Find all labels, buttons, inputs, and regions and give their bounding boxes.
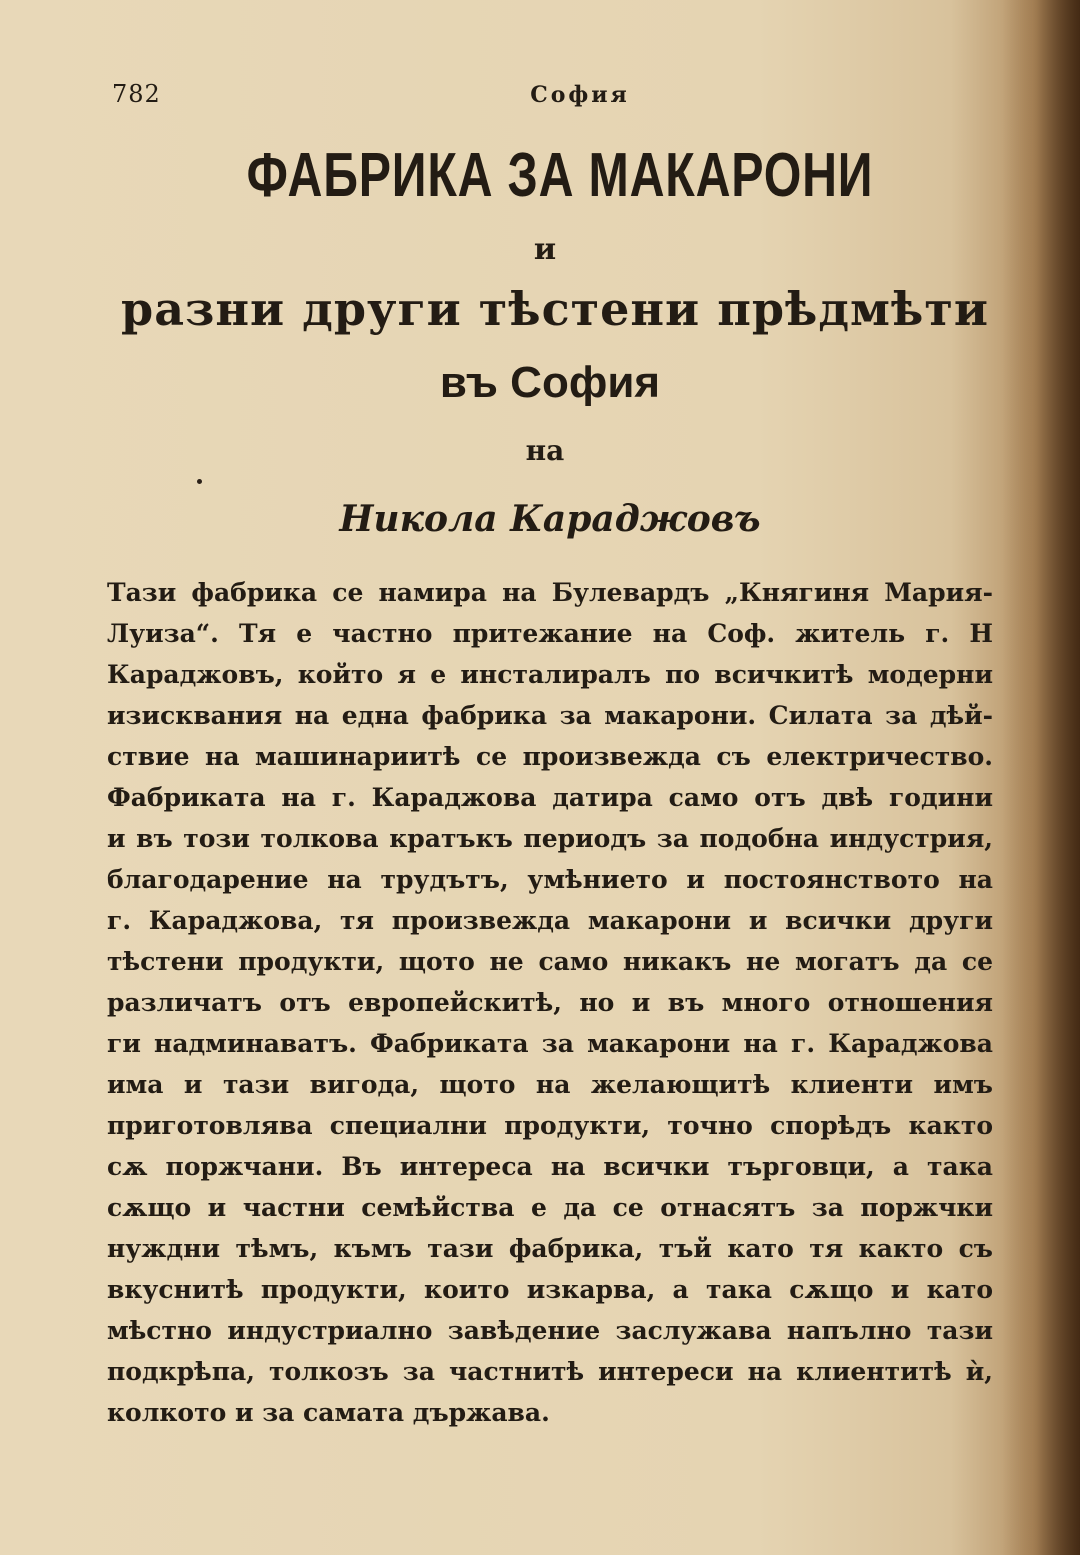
text-line: Караджовъ, който я е инсталиралъ по всичкитѣ модерни	[107, 660, 993, 689]
text-line: различатъ отъ европейскитѣ, но и въ много отношения	[107, 988, 993, 1017]
text-line: Тази фабрика се намира на Булевардъ „Княгиня Мария-	[107, 578, 993, 607]
text-line: вкуснитѣ продукти, които изкарва, а така сѫщо и като	[107, 1275, 993, 1304]
article-subtitle: разни други тѣстени прѣдмѣти	[121, 282, 989, 336]
text-line: подкрѣпа, толкозъ за частнитѣ интереси на клиентитѣ ѝ,	[107, 1357, 993, 1386]
ink-speck	[197, 479, 202, 484]
title-by: на	[525, 434, 565, 467]
text-line: благодарение на трудътъ, умѣнието и постоянството на	[107, 865, 993, 894]
text-line: колкото и за самата държава.	[107, 1398, 550, 1427]
text-line: приготовлява специални продукти, точно спорѣдъ както	[107, 1111, 993, 1140]
author-name: Никола Караджовъ	[339, 498, 761, 540]
body-paragraph	[107, 572, 993, 1433]
text-line: нуждни тѣмъ, къмъ тази фабрика, тъй като тя както съ	[107, 1234, 993, 1263]
text-line: Фабриката на г. Караджова датира само отъ двѣ години	[107, 783, 993, 812]
text-line: Луиза“. Тя е частно притежание на Соф. житель г. Н	[107, 619, 993, 648]
text-line: изисквания на една фабрика за макарони. Силата за дѣй-	[107, 701, 993, 730]
text-line: г. Караджова, тя произвежда макарони и всички други	[107, 906, 993, 935]
text-line: мѣстно индустриално завѣдение заслужава напълно тази	[107, 1316, 993, 1345]
running-head: София	[530, 82, 630, 108]
text-line: ствие на машинариитѣ се произвежда съ електричество.	[107, 742, 993, 771]
text-line: и въ този толкова кратъкъ периодъ за подобна индустрия,	[107, 824, 993, 853]
text-line: сѫ поржчани. Въ интереса на всички търговци, а така	[107, 1152, 993, 1181]
text-line: ги надминаватъ. Фабриката за макарони на г. Караджова	[107, 1029, 993, 1058]
page-number: 782	[112, 80, 161, 108]
title-place: въ София	[439, 358, 661, 407]
text-line: тѣстени продукти, щото не само никакъ не могатъ да се	[107, 947, 993, 976]
text-line: има и тази вигода, щото на желающитѣ клиенти имъ	[107, 1070, 993, 1099]
text-line: сѫщо и частни семѣйства е да се отнасятъ за поржчки	[107, 1193, 993, 1222]
title-conjunction: и	[533, 232, 557, 267]
article-title: ФАБРИКА ЗА МАКАРОНИ	[246, 141, 874, 210]
